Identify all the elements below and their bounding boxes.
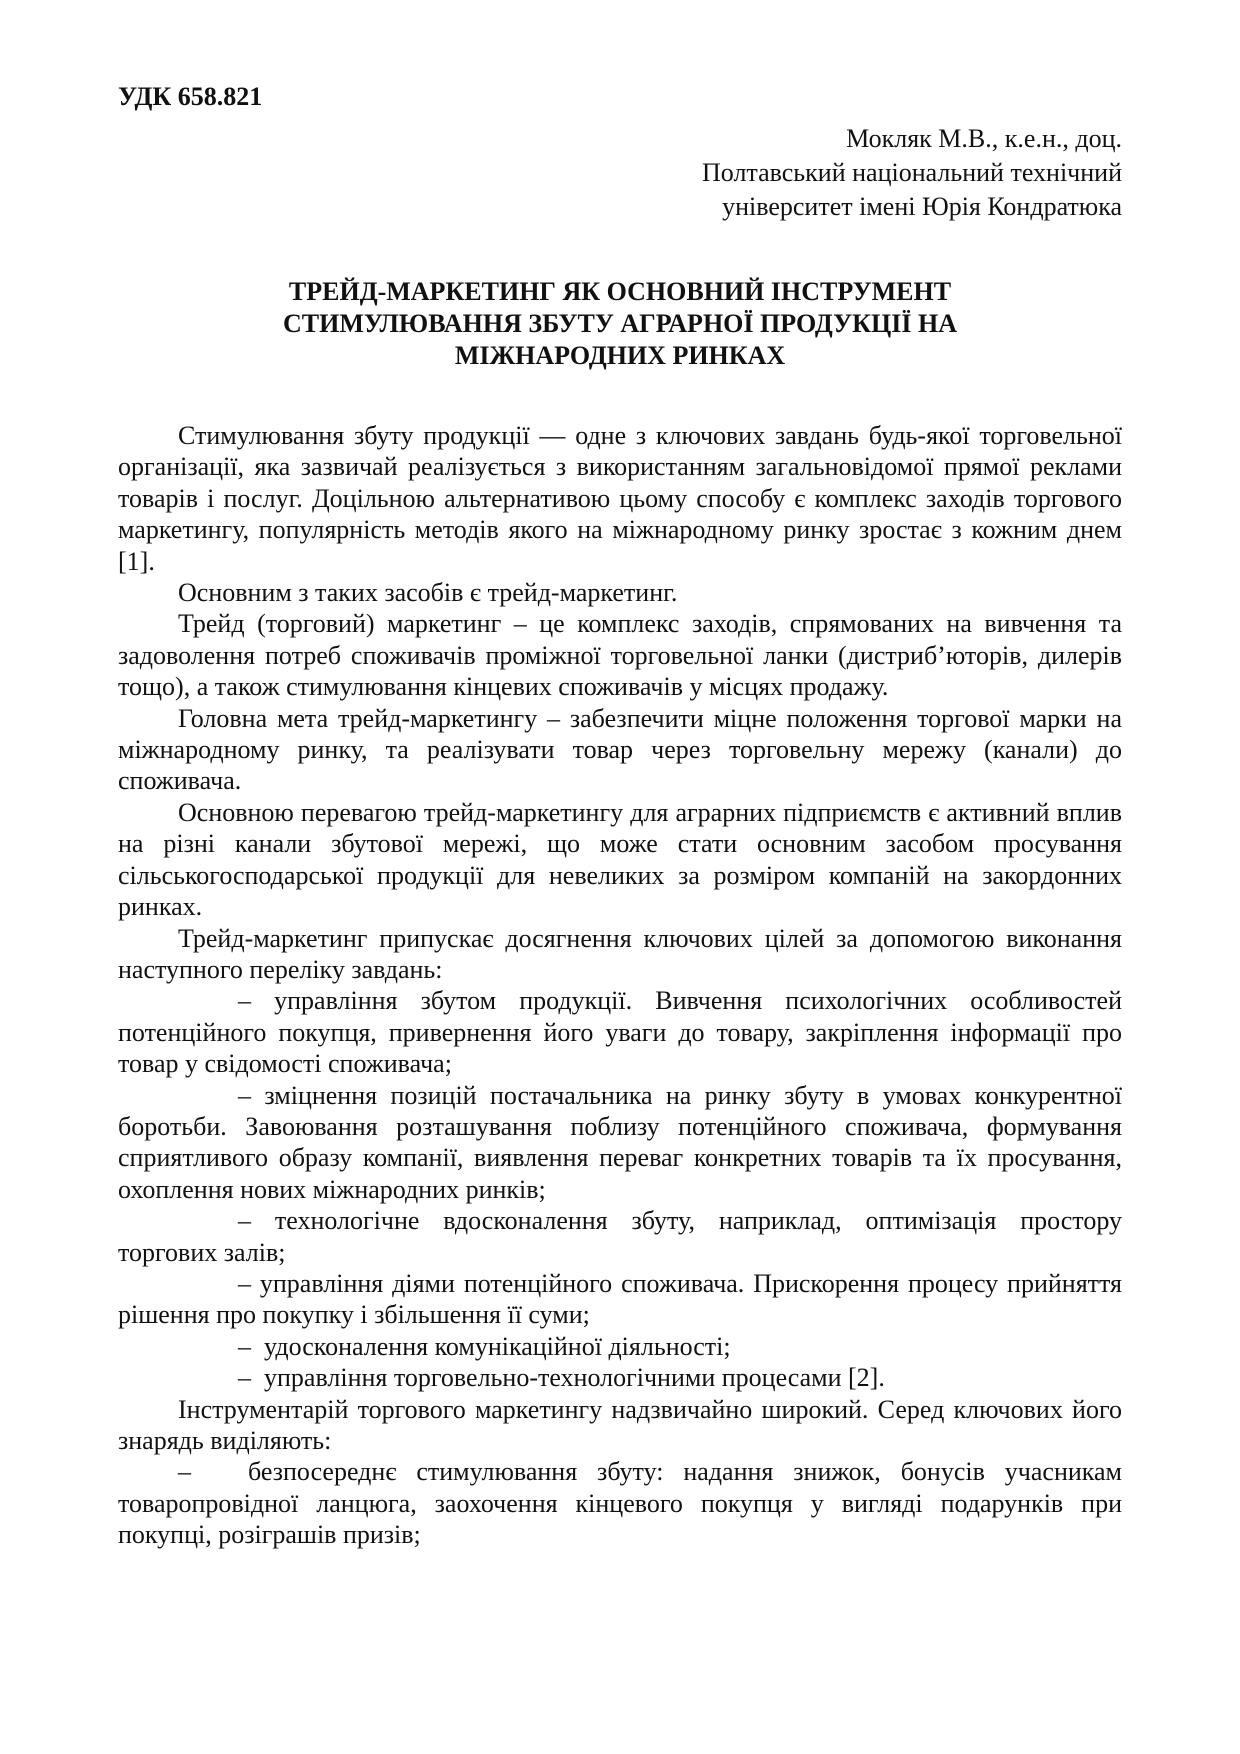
affiliation-line: університет імені Юрія Кондратюка	[722, 192, 1122, 221]
list-item-text: управління діями потенційного споживача. Прискорення процесу прийняття рішення про покупку і збільшення її суми;	[118, 1268, 1123, 1330]
list-item-text: безпосереднє стимулювання збуту: надання знижок, бонусів учасникам товаропровідної ланцюга, заохочення кінцевого покупця у вигляді подарунків при покупці, розіграшів призів;	[118, 1457, 1122, 1550]
list-item	[118, 1331, 1122, 1362]
title-line: ТРЕЙД-МАРКЕТИНГ ЯК ОСНОВНИЙ ІНСТРУМЕНТ	[288, 277, 952, 306]
list-dash: –	[238, 1268, 251, 1298]
list-item	[118, 1456, 1122, 1550]
list-dash: –	[238, 1206, 251, 1236]
list-dash: –	[238, 986, 251, 1016]
list-item	[118, 1080, 1122, 1206]
body-paragraph: Основним з таких засобів є трейд-маркетинг.	[178, 578, 678, 608]
list-item-text: управління торговельно-технологічними процесами [2].	[264, 1363, 885, 1393]
body-paragraph: Стимулювання збуту продукції — одне з ключових завдань будь-якої торговельної організації, яка зазвичай реалізується з використанням загальновідомої прямої реклами товарів і послуг. Доцільною альтернативою цьому способу є комплекс заходів торгового маркетингу, популярність методів якого на міжнародному ринку зростає з кожним днем [1].	[118, 421, 1122, 576]
list-item	[118, 1205, 1122, 1268]
body-paragraph: Інструментарій торгового маркетингу надзвичайно широкий. Серед ключових його знарядь виділяють:	[118, 1394, 1122, 1455]
udk-code: УДК 658.821	[118, 82, 263, 111]
author-name: Мокляк М.В., к.е.н., доц.	[846, 124, 1122, 153]
list-dash: –	[238, 1331, 251, 1361]
body-paragraph: Трейд (торговий) маркетинг – це комплекс заходів, спрямованих на вивчення та задоволення потреб споживачів проміжної торговельної ланки (дистриб’юторів, дилерів тощо), а також стимулювання кінцевих споживачів у місцях продажу.	[118, 609, 1122, 702]
list-item	[118, 1362, 1122, 1393]
list-dash: –	[238, 1080, 251, 1110]
list-item-text: технологічне вдосконалення збуту, наприклад, оптимізація простору торгових залів;	[118, 1206, 1122, 1267]
list-item-text: зміцнення позицій постачальника на ринку збуту в умовах конкурентної боротьби. Завоювання розташування поблизу потенційного споживача, формування сприятливого образу компанії, виявлення переваг конкретних товарів та їх просування, охоплення нових міжнародних ринків;	[118, 1080, 1123, 1204]
body-paragraph: Головна мета трейд-маркетингу – забезпечити міцне положення торгової марки на міжнародному ринку, та реалізувати товар через торговельну мережу (канали) до споживача.	[118, 703, 1122, 796]
title-line: СТИМУЛЮВАННЯ ЗБУТУ АГРАРНОЇ ПРОДУКЦІЇ НА	[283, 309, 957, 338]
document-page	[118, 62, 1122, 1551]
list-dash: –	[238, 1363, 251, 1393]
list-dash: –	[178, 1457, 191, 1487]
title-line: МІЖНАРОДНИХ РИНКАХ	[454, 341, 786, 370]
list-item	[118, 1268, 1122, 1331]
paper-title	[118, 276, 1122, 372]
list-item-text: удосконалення комунікаційної діяльності;	[264, 1331, 731, 1361]
paper-body	[118, 420, 1122, 1551]
author-block	[118, 122, 1122, 224]
list-item	[118, 985, 1122, 1079]
body-paragraph: Трейд-маркетинг припускає досягнення ключових цілей за допомогою виконання наступного переліку завдань:	[118, 923, 1122, 984]
affiliation-line: Полтавський національний технічний	[702, 158, 1122, 187]
body-paragraph: Основною перевагою трейд-маркетингу для аграрних підприємств є активний вплив на різні канали збутової мережі, що може стати основним засобом просування сільськогосподарської продукції для невеликих за розміром компаній на закордонних ринках.	[118, 797, 1122, 922]
list-item-text: управління збутом продукції. Вивчення психологічних особливостей потенційного покупця, привернення його уваги до товару, закріплення інформації про товар у свідомості споживача;	[118, 986, 1122, 1079]
